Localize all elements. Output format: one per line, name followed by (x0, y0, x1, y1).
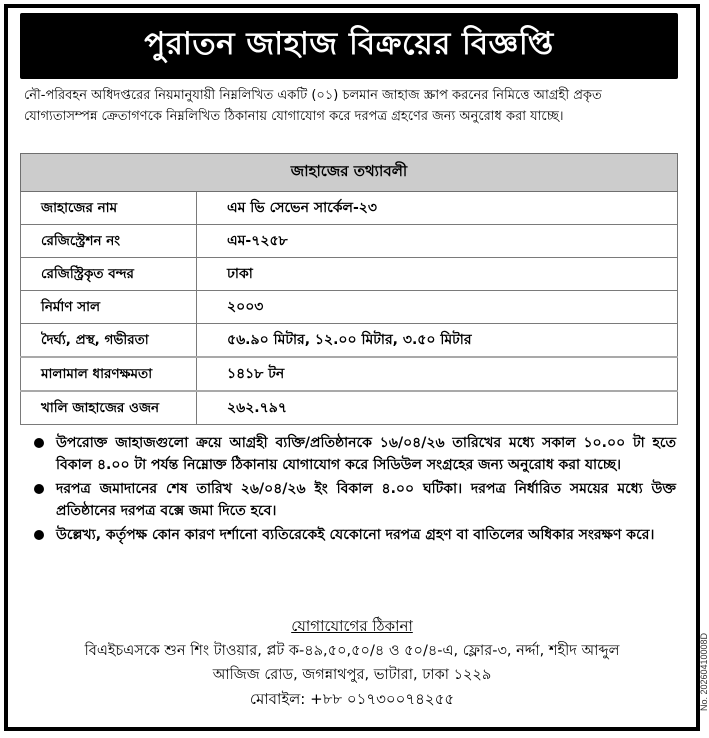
table-row (21, 192, 678, 225)
list-item (24, 432, 676, 476)
table-row (21, 225, 678, 258)
bullet-icon (34, 530, 44, 540)
conditions-list (24, 432, 676, 548)
condition-text: উপরোক্ত জাহাজগুলো ক্রয়ে আগ্রহী ব্যক্তি/প্রতিষ্ঠানকে ১৬/০৪/২৬ তারিখের মধ্যে সকাল ১০.০০ টা হতে বিকাল ৪.০০ টা পর্যন্ত নিম্নোক্ত ঠিকানায় যোগাযোগ করে সিডিউল সংগ্রহের জন্য অনুরোধ করা যাচ্ছে। (56, 435, 676, 473)
build-year-value: ২০০৩ (197, 291, 678, 324)
list-item (24, 478, 676, 522)
ship-info-heading: জাহাজের তথ্যাবলী (21, 154, 678, 192)
address-line-1: বিএইচএসকে শুন শিং টাওয়ার, প্লট ক-৪৯,৫০,৫০/৪ ও ৫০/৪-এ, ফ্লোর-৩, নর্দ্দা, শহীদ আব্দুল (84, 643, 620, 659)
registered-port-label: রেজিস্ট্রিকৃত বন্দর (21, 258, 197, 291)
lightweight-label: খালি জাহাজের ওজন (21, 391, 197, 425)
dimensions-label: দৈর্ঘ্য, প্রস্থ, গভীরতা (21, 324, 197, 358)
serial-number: No. 20260410008D (699, 632, 709, 712)
table-row (21, 391, 678, 425)
list-item (24, 524, 676, 546)
ship-name-value: এম ভি সেভেন সার্কেল-২৩ (197, 192, 678, 225)
condition-text: উল্লেখ্য, কর্তৃপক্ষ কোন কারণ দর্শানো ব্যতিরেকেই যেকোনো দরপত্র গ্রহণ বা বাতিলের অধিকার সংরক্ষণ করে। (56, 527, 655, 543)
registration-no-value: এম-৭২৫৮ (197, 225, 678, 258)
ship-info-header-row (21, 154, 678, 192)
build-year-label: নির্মাণ সাল (21, 291, 197, 324)
contact-section (8, 614, 696, 711)
table-row (21, 324, 678, 358)
registration-no-label: রেজিস্ট্রেশন নং (21, 225, 197, 258)
intro-paragraph: নৌ-পরিবহন অধিদপ্তরের নিয়মানুযায়ী নিম্নলিখিত একটি (০১) চলমান জাহাজ স্ক্রাপ করনের নিমিত্তে আগ্রহী প্রকৃত যোগ্যতাসম্পন্ন ক্রেতাগণকে নিম্নলিখিত ঠিকানায় যোগাযোগ করে দরপত্র গ্রহণের জন্য অনুরোধ করা যাচ্ছে। (24, 88, 602, 124)
table-row (21, 291, 678, 324)
address-line-2: আজিজ রোড, জগন্নাথপুর, ভাটারা, ঢাকা ১২২৯ (212, 667, 492, 683)
notice-title-bar (20, 13, 678, 79)
ship-info-table (20, 153, 678, 425)
ship-name-label: জাহাজের নাম (21, 192, 197, 225)
cargo-capacity-value: ১৪১৮ টন (197, 357, 678, 391)
table-row (21, 258, 678, 291)
notice-title: পুরাতন জাহাজ বিক্রয়ের বিজ্ঞপ্তি (144, 26, 554, 62)
condition-text: দরপত্র জমাদানের শেষ তারিখ ২৬/০৪/২৬ ইং বিকাল ৪.০০ ঘটিকা। দরপত্র নির্ধারিত সময়ের মধ্যে উক্ত প্রতিষ্ঠানের দরপত্র বক্সে জমা দিতে হবে। (56, 481, 676, 519)
cargo-capacity-label: মালামাল ধারণক্ষমতা (21, 357, 197, 391)
bullet-icon (34, 438, 44, 448)
registered-port-value: ঢাকা (197, 258, 678, 291)
serial-number-container (699, 610, 709, 734)
phone-number: মোবাইল: +৮৮ ০১৭৩০০৭৪২৫৫ (249, 690, 455, 708)
table-row (21, 357, 678, 391)
lightweight-value: ২৬২.৭৯৭ (197, 391, 678, 425)
dimensions-value: ৫৬.৯০ মিটার, ১২.০০ মিটার, ৩.৫০ মিটার (197, 324, 678, 358)
bullet-icon (34, 484, 44, 494)
contact-heading: যোগাযোগের ঠিকানা (291, 617, 413, 635)
